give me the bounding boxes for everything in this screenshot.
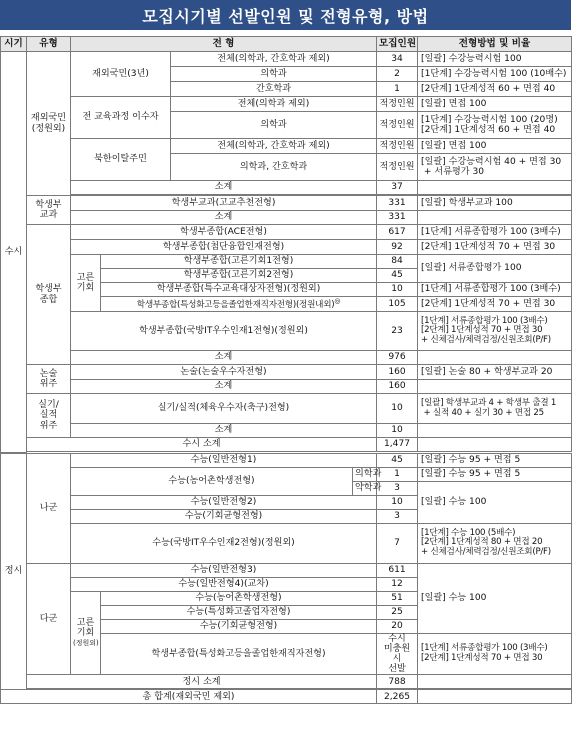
subtotal-label: 소계 <box>71 380 377 394</box>
table-row <box>1 424 572 438</box>
table-row <box>1 181 572 195</box>
period-jeongsi: 정시 <box>1 453 27 690</box>
method-text: [일괄] 수강능력시험 100 <box>418 52 572 67</box>
table-row <box>1 365 572 380</box>
method-text: [1단계] 수강능력시험 100 (20명) [2단계] 1단계성적 60 + 면접 40 <box>418 112 572 139</box>
table-row <box>1 394 572 424</box>
grand-total-count: 2,265 <box>377 690 418 704</box>
table-header-row <box>1 37 572 52</box>
type-practical: 실기/ 실적 위주 <box>27 394 71 438</box>
table-row <box>1 196 572 211</box>
subtotal-label: 소계 <box>71 211 377 225</box>
page-title: 모집시기별 선발인원 및 전형유형, 방법 <box>0 0 571 30</box>
admission-name: 학생부종합(특성화고등을졸업한재직자전형)(정원내외)◎ <box>101 297 377 312</box>
type-comprehensive: 학생부 종합 <box>27 225 71 365</box>
table-row <box>1 438 572 452</box>
quota-count: 84 <box>377 255 418 269</box>
table-row <box>1 675 572 689</box>
table-row <box>1 523 572 563</box>
table-row <box>1 351 572 365</box>
type-overseas: 재외국민 (정원외) <box>27 52 71 196</box>
admission-name: 전체(의학과, 간호학과 제외) <box>171 52 377 67</box>
admission-name: 실기/실적(체육우수자(축구)전형) <box>71 394 377 424</box>
table-row <box>1 240 572 255</box>
admission-name: 학생부종합(고른기회2전형) <box>101 269 377 283</box>
admission-name: 학생부교과(고교추천전형) <box>71 196 377 211</box>
header-admission: 전 형 <box>71 37 377 52</box>
table-row <box>1 467 572 481</box>
quota-count: 1 <box>377 82 418 97</box>
admission-name: 전체(의학과, 간호학과 제외) <box>171 139 377 154</box>
type-essay: 논술 위주 <box>27 365 71 394</box>
period-susi: 수시 <box>1 52 27 453</box>
table-row <box>1 380 572 394</box>
table-row <box>1 690 572 704</box>
subtotal-count: 37 <box>377 181 418 195</box>
quota-count: 1 <box>377 467 418 481</box>
subtotal-label: 소계 <box>71 351 377 365</box>
dept-name: 약학과 <box>353 481 377 495</box>
quota-count: 45 <box>377 453 418 467</box>
subtotal-count: 10 <box>377 424 418 438</box>
header-type: 유형 <box>27 37 71 52</box>
susi-total-label: 수시 소계 <box>27 438 377 452</box>
method-text: [1단계] 서류종합평가 100 (3배수) <box>418 283 572 297</box>
jeongsi-total-count: 788 <box>377 675 418 689</box>
subtotal-label: 소계 <box>71 424 377 438</box>
quota-count: 수시 미충원 시 선발 <box>377 633 418 675</box>
method-text: [2단계] 1단계성적 70 + 면접 30 <box>418 297 572 312</box>
method-text: [일괄] 학생부교과 100 <box>418 196 572 211</box>
quota-count: 23 <box>377 312 418 351</box>
admission-name: 수능(기회균형전형) <box>71 509 377 523</box>
quota-count: 2 <box>377 67 418 82</box>
type-school-record: 학생부 교과 <box>27 196 71 225</box>
group-da: 다군 <box>27 563 71 675</box>
quota-count: 611 <box>377 563 418 577</box>
circle-mark: ◎ <box>334 296 341 305</box>
admission-name: 수능(기회균형전형) <box>101 619 377 633</box>
quota-count: 10 <box>377 495 418 509</box>
method-text: [일괄] 논술 80 + 학생부교과 20 <box>418 365 572 380</box>
admission-table <box>0 36 572 704</box>
table-row <box>1 139 572 154</box>
admission-name: 간호학과 <box>171 82 377 97</box>
admission-name: 의학과 <box>171 112 377 139</box>
quota-count: 10 <box>377 283 418 297</box>
admission-name: 학생부종합(특수교육대상자전형)(정원외) <box>101 283 377 297</box>
quota-count: 45 <box>377 269 418 283</box>
subtotal-count: 160 <box>377 380 418 394</box>
table-row <box>1 453 572 467</box>
quota-count: 25 <box>377 605 418 619</box>
table-row <box>1 255 572 269</box>
admission-name: 전체(의학과 제외) <box>171 97 377 112</box>
quota-count: 적정인원 <box>377 139 418 154</box>
table-row <box>1 225 572 240</box>
method-text: [2단계] 1단계성적 70 + 면접 30 <box>418 240 572 255</box>
method-text: [일괄] 서류종합평가 100 <box>418 255 572 283</box>
quota-count: 적정인원 <box>377 112 418 139</box>
method-text: [일괄] 수능 95 + 면접 5 <box>418 453 572 467</box>
quota-count: 20 <box>377 619 418 633</box>
method-text: [1단계] 수능 100 (5배수) [2단계] 1단계성적 80 + 면접 20 + 신체검사/체력검정/신원조회(P/F) <box>418 523 572 563</box>
table-row <box>1 312 572 351</box>
admission-name: 수능(일반전형1) <box>71 453 377 467</box>
jeongsi-total-label: 정시 소계 <box>27 675 377 689</box>
quota-count: 10 <box>377 394 418 424</box>
admission-name: 수능(일반전형3) <box>71 563 377 577</box>
method-text: [일괄] 학생부교과 4 + 학생부 출결 1 + 실적 40 + 실기 30 + 면접 25 <box>418 394 572 424</box>
method-text: [1단계] 수강능력시험 100 (10배수) <box>418 67 572 82</box>
quota-count: 617 <box>377 225 418 240</box>
admission-name: 수능(농어촌학생전형) <box>101 591 377 605</box>
method-text: [1단계] 서류종합평가 100 (3배수) [2단계] 1단계성적 70 + 면접 30 + 신체검사/체력검정/신원조회(P/F) <box>418 312 572 351</box>
admission-name: 수능(일반전형2) <box>71 495 377 509</box>
group-overseas-3yr: 재외국민(3년) <box>71 52 171 97</box>
admission-name: 학생부종합(고른기회1전형) <box>101 255 377 269</box>
admission-name: 의학과, 간호학과 <box>171 154 377 181</box>
admission-name: 논술(논술우수자전형) <box>71 365 377 380</box>
table-row <box>1 52 572 67</box>
group-na: 나군 <box>27 453 71 563</box>
method-text: [일괄] 수능 95 + 면접 5 <box>418 467 572 481</box>
admission-name: 학생부종합(특성화고등을졸업한재직자전형) <box>101 633 377 675</box>
dept-name: 의학과 <box>353 467 377 481</box>
group-all-curriculum: 전 교육과정 이수자 <box>71 97 171 139</box>
method-text: [일괄] 수강능력시험 40 + 면접 30 + 서류평가 30 <box>418 154 572 181</box>
admission-name: 수능(특성화고졸업자전형) <box>101 605 377 619</box>
method-text: [1단계] 서류종합평가 100 (3배수) <box>418 225 572 240</box>
method-text: [일괄] 수능 100 <box>418 481 572 523</box>
admission-name: 학생부종합(국방IT우수인재1전형)(정원외) <box>71 312 377 351</box>
method-text: [일괄] 수능 100 <box>418 563 572 633</box>
table-row <box>1 97 572 112</box>
quota-count: 92 <box>377 240 418 255</box>
quota-count: 51 <box>377 591 418 605</box>
table-row <box>1 211 572 225</box>
quota-count: 105 <box>377 297 418 312</box>
quota-count: 적정인원 <box>377 97 418 112</box>
quota-count: 34 <box>377 52 418 67</box>
quota-count: 160 <box>377 365 418 380</box>
group-north-korean: 북한이탈주민 <box>71 139 171 181</box>
header-method: 전형방법 및 비율 <box>418 37 572 52</box>
admission-name: 학생부종합(첨단융합인재전형) <box>71 240 377 255</box>
subtotal-count: 976 <box>377 351 418 365</box>
admission-name: 수능(농어촌학생전형) <box>71 467 353 495</box>
admission-name: 수능(국방IT우수인재2전형)(정원외) <box>71 523 377 563</box>
quota-count: 3 <box>377 481 418 495</box>
subtotal-label: 소계 <box>71 181 377 195</box>
quota-count: 3 <box>377 509 418 523</box>
grand-total-label: 총 합계(재외국민 제외) <box>1 690 377 704</box>
quota-count: 331 <box>377 196 418 211</box>
method-text: [1단계] 서류종합평가 100 (3배수) [2단계] 1단계성적 70 + 면접 30 <box>418 633 572 675</box>
quota-count: 7 <box>377 523 418 563</box>
admission-name: 학생부종합(ACE전형) <box>71 225 377 240</box>
method-text: [2단계] 1단계성적 60 + 면접 40 <box>418 82 572 97</box>
header-quota: 모집인원 <box>377 37 418 52</box>
admission-name: 의학과 <box>171 67 377 82</box>
quota-count: 12 <box>377 577 418 591</box>
header-period: 시기 <box>1 37 27 52</box>
group-equal-opportunity: 고른 기회 <box>71 255 101 312</box>
quota-count: 적정인원 <box>377 154 418 181</box>
susi-total-count: 1,477 <box>377 438 418 452</box>
method-text: [일괄] 면접 100 <box>418 139 572 154</box>
admission-name: 수능(일반전형4)(교차) <box>71 577 377 591</box>
table-row <box>1 563 572 577</box>
subtotal-count: 331 <box>377 211 418 225</box>
group-equal-opportunity: 고른 기회 (정원외) <box>71 591 101 675</box>
method-text: [일괄] 면접 100 <box>418 97 572 112</box>
